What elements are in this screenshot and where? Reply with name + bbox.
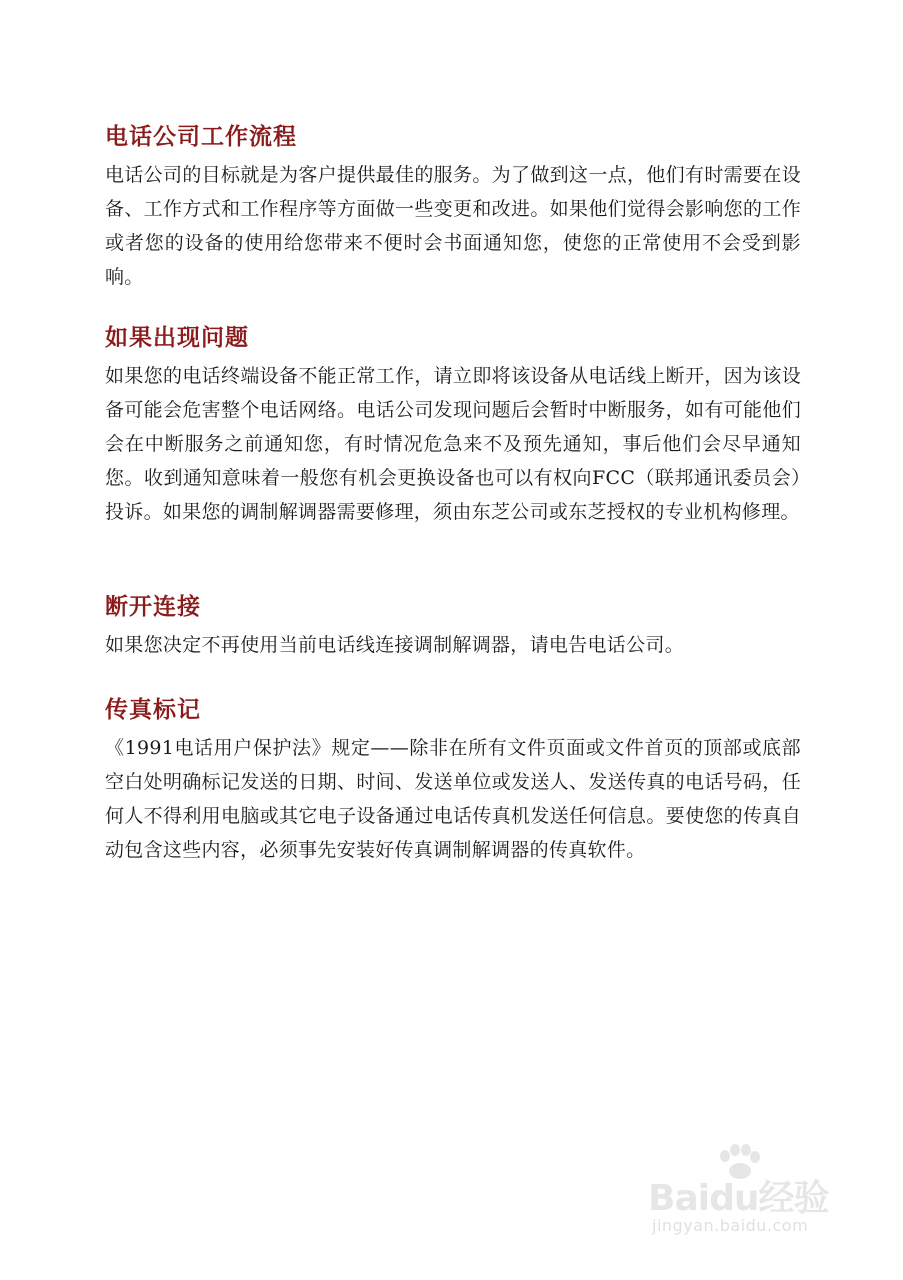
section-title-problems: 如果出现问题 — [105, 325, 249, 351]
watermark-logo: Baidu经验 — [648, 1178, 829, 1219]
section-body-telco-workflow: 电话公司的目标就是为客户提供最佳的服务。为了做到这一点，他们有时需要在设备、工作方式和工作程序等方面做一些变更和改进。如果他们觉得会影响您的工作或者您的设备的使用给您带来不便时会书面通知您，使您的正常使用不会受到影响。 — [105, 164, 801, 288]
section-title-fax-marking: 传真标记 — [105, 697, 201, 723]
section-title-telco-workflow: 电话公司工作流程 — [105, 124, 297, 150]
baidu-jingyan-watermark — [648, 1170, 848, 1240]
watermark-url: jingyan.baidu.com — [652, 1216, 809, 1235]
section-body-disconnect: 如果您决定不再使用当前电话线连接调制解调器，请电告电话公司。 — [105, 634, 685, 656]
section-title-disconnect: 断开连接 — [105, 594, 201, 620]
section-body-fax-marking: 《1991电话用户保护法》规定——除非在所有文件页面或文件首页的顶部或底部空白处明确标记发送的日期、时间、发送单位或发送人、发送传真的电话号码，任何人不得利用电脑或其它电子设备通过电话传真机发送任何信息。要使您的传真自动包含这些内容，必须事先安装好传真调制解调器的传真软件。 — [105, 737, 801, 861]
section-body-problems: 如果您的电话终端设备不能正常工作，请立即将该设备从电话线上断开，因为该设备可能会危害整个电话网络。电话公司发现问题后会暂时中断服务，如有可能他们会在中断服务之前通知您，有时情况危急来不及预先通知，事后他们会尽早通知您。收到通知意味着一般您有机会更换设备也可以有权向FCC（联邦通讯委员会）投诉。如果您的调制解调器需要修理，须由东芝公司或东芝授权的专业机构修理。 — [105, 365, 801, 523]
